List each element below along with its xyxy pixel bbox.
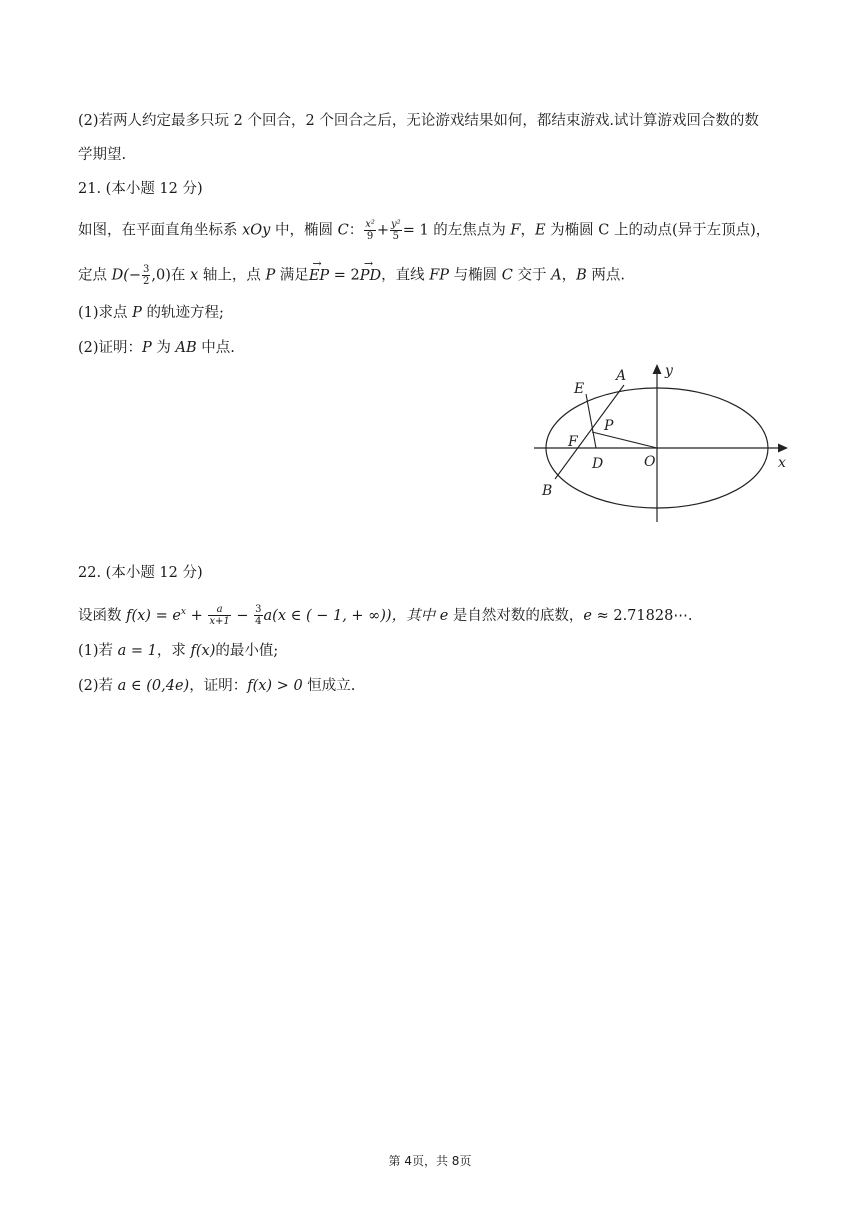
label-x: x (778, 455, 786, 471)
line-ab (555, 385, 624, 479)
q20-part2-line2: 学期望. (78, 147, 127, 163)
exponent: x (180, 607, 186, 617)
text: 为椭圆 C 上的动点(异于左顶点)， (545, 222, 771, 239)
segment-ed (586, 394, 596, 448)
text: ，证明： (189, 678, 248, 694)
label-y: y (665, 363, 673, 379)
vector-ep: → EP (309, 266, 329, 286)
text: 设函数 (78, 607, 127, 624)
fraction-3-2 (142, 264, 150, 287)
denominator: 5 (392, 231, 400, 242)
q20-part2-line1: (2)若两人约定最多只玩 2 个回合，2 个回合之后，无论游戏结果如何，都结束游戏.试计算游戏回合数的数 (78, 113, 759, 129)
q21-stem-line2 (78, 264, 625, 287)
plus-sign: + (186, 607, 208, 624)
text: 交于 (512, 267, 552, 284)
condition: a ∈ (0,4e) (117, 678, 190, 694)
text: 轴上，点 (198, 267, 266, 284)
plus-sign: + (376, 222, 390, 239)
text: 与椭圆 (449, 267, 502, 284)
text: ： (348, 222, 364, 239)
label-f: F (568, 434, 578, 450)
segment-ab: AB (175, 340, 197, 356)
text: (2)若 (78, 678, 118, 694)
fraction-y2-5 (390, 219, 402, 242)
minus-sign: − (231, 607, 254, 624)
point-p: P (132, 305, 142, 321)
axis-x: x (190, 267, 199, 284)
q21-part2 (78, 338, 235, 358)
point-f: F (510, 222, 521, 239)
numerator: y² (391, 219, 401, 230)
numerator: x² (365, 219, 375, 230)
text: 为 (151, 340, 176, 356)
text: 恒成立. (302, 678, 356, 694)
line-fp: FP (429, 267, 450, 284)
numerator: 3 (255, 604, 262, 616)
text: (1)求点 (78, 305, 133, 321)
text: 的最小值; (215, 643, 279, 659)
denominator: 4 (255, 616, 262, 628)
point-a: A (551, 267, 562, 284)
point-e: E (534, 222, 546, 239)
fraction-a-x1 (208, 604, 230, 627)
q21-part1 (78, 303, 224, 323)
x-axis-arrow (778, 444, 788, 453)
page-footer: 第 4页，共 8页 (388, 1154, 472, 1168)
text: ， (561, 267, 577, 284)
text: 定点 (78, 267, 112, 284)
text: ，直线 (381, 267, 430, 284)
label-e: E (574, 381, 585, 397)
text: 中点. (196, 340, 235, 356)
ellipse-figure (534, 362, 794, 524)
numerator: a (208, 604, 230, 616)
condition: a = 1 (117, 643, 157, 659)
coord-system: xOy (242, 222, 271, 239)
vector-pd: → PD (360, 266, 381, 286)
q22-part2 (78, 676, 355, 696)
denominator: 2 (143, 276, 150, 287)
text: = 2 (329, 267, 360, 284)
constant-e: e (583, 607, 592, 624)
text: = 1 的左焦点为 (402, 222, 511, 239)
fraction-x2-9 (364, 219, 376, 242)
fraction-3-4 (254, 604, 262, 627)
label-d: D (592, 456, 604, 472)
function-def: f(x) = e (126, 607, 181, 624)
text: 中，椭圆 (270, 222, 338, 239)
text: ≈ 2.71828⋯. (591, 607, 693, 624)
ellipse-name: C (337, 222, 349, 239)
denominator: 9 (366, 231, 374, 242)
q22-stem (78, 602, 692, 627)
ellipse-name: C (501, 267, 513, 284)
y-axis-arrow (653, 364, 662, 374)
text: 如图，在平面直角坐标系 (78, 222, 243, 239)
inequality: f(x) > 0 (247, 678, 303, 694)
text: 是自然对数的底数， (448, 607, 584, 624)
q22-part1 (78, 641, 278, 661)
point-b: B (576, 267, 587, 284)
point-p: P (142, 340, 152, 356)
point-d: D(− (111, 267, 142, 284)
text: ,0)在 (151, 267, 191, 284)
constant-e: e (439, 607, 449, 624)
label-a: A (616, 368, 627, 384)
text: 满足 (275, 267, 309, 284)
text: (2)证明： (78, 340, 143, 356)
text: 的轨迹方程; (141, 305, 224, 321)
label-o: O (644, 454, 656, 470)
q21-header: 21. (本小题 12 分) (78, 181, 203, 197)
domain: a(x ∈ ( − 1, + ∞))，其中 (263, 607, 440, 624)
point-p: P (265, 267, 276, 284)
q22-header: 22. (本小题 12 分) (78, 565, 203, 581)
label-b: B (542, 483, 553, 499)
segment-po (592, 432, 657, 448)
text: ， (520, 222, 535, 239)
text: (1)若 (78, 643, 118, 659)
label-p: P (604, 418, 614, 434)
text: 两点. (586, 267, 625, 284)
text: ，求 (156, 643, 191, 659)
denominator: x+1 (209, 616, 230, 628)
q21-stem-line1 (78, 219, 770, 242)
function: f(x) (190, 643, 216, 659)
numerator: 3 (143, 264, 150, 275)
